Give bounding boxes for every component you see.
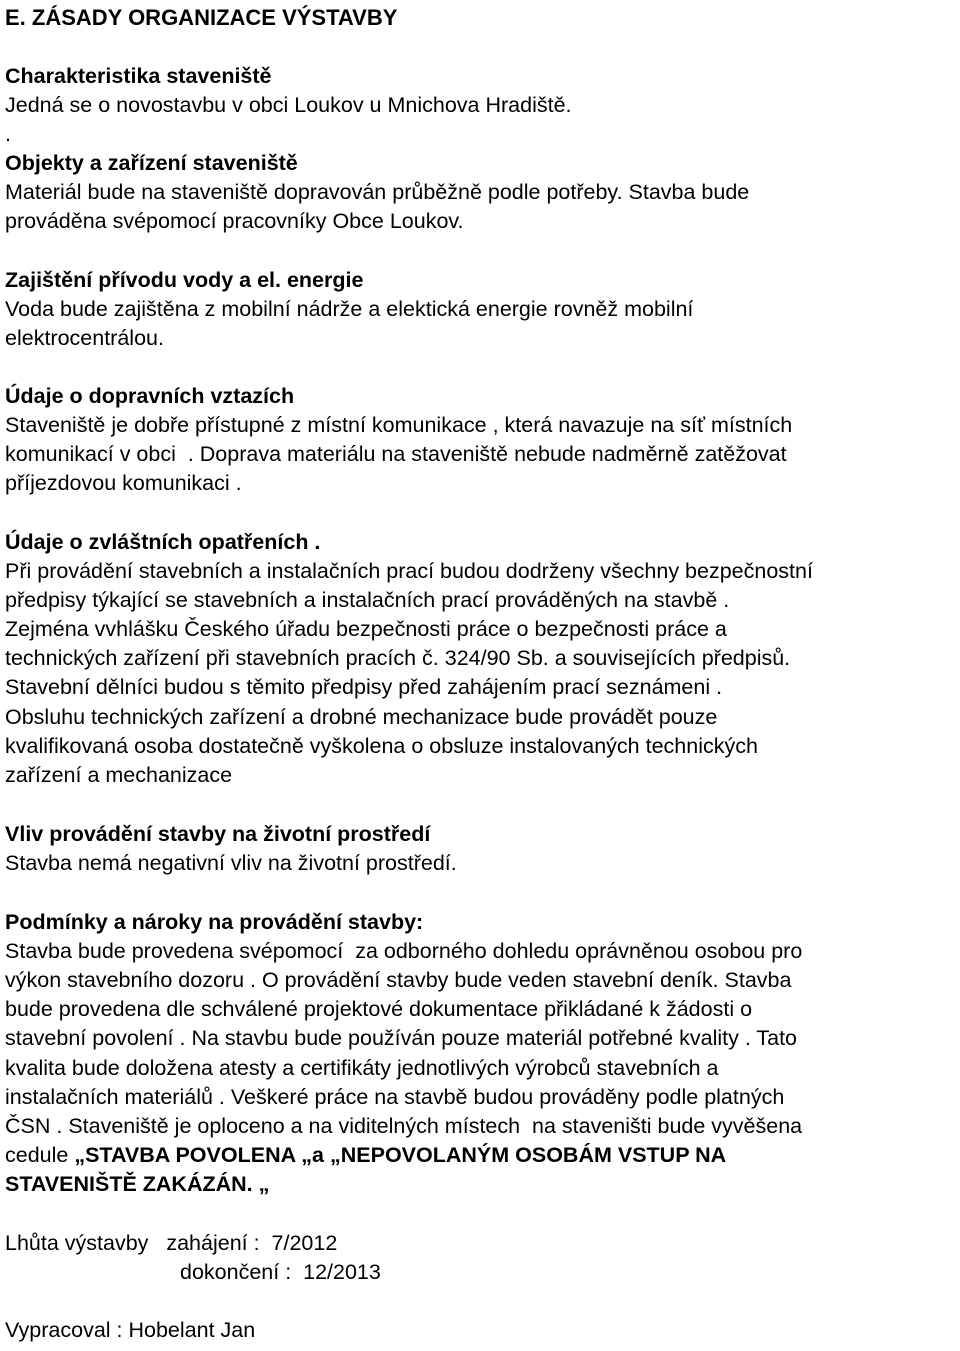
heading-environmental-impact: Vliv provádění stavby na životní prostředí [5, 822, 431, 846]
heading-construction-conditions: Podmínky a nároky na provádění stavby: [5, 910, 424, 934]
cedule-prefix: cedule [5, 1143, 75, 1167]
paragraph-line: kvalita bude doložena atesty a certifikáty jednotlivých výrobců stavebních a [5, 1056, 719, 1080]
construction-period-end: dokončení : 12/2013 [180, 1260, 381, 1284]
paragraph-line: Staveniště je dobře přístupné z místní komunikace , která navazuje na síť místních [5, 413, 793, 437]
heading-site-objects: Objekty a zařízení staveniště [5, 151, 298, 175]
paragraph-line: Zejména vvhlášku Českého úřadu bezpečnosti práce o bezpečnosti práce a [5, 617, 727, 641]
paragraph-line-cedule [5, 1141, 726, 1170]
paragraph-line: Stavba bude provedena svépomocí za odborného dohledu oprávněnou osobou pro [5, 939, 803, 963]
paragraph-line: instalačních materiálů . Veškeré práce na stavbě budou prováděny podle platných [5, 1085, 785, 1109]
heading-traffic-relations: Údaje o dopravních vztazích [5, 384, 295, 408]
paragraph-line: Jedná se o novostavbu v obci Loukov u Mnichova Hradiště. [5, 93, 572, 117]
document-title: E. ZÁSADY ORGANIZACE VÝSTAVBY [5, 5, 398, 30]
paragraph-line: příjezdovou komunikaci . [5, 471, 242, 495]
prepared-by: Vypracoval : Hobelant Jan [5, 1318, 256, 1342]
paragraph-line: Stavba nemá negativní vliv na životní prostředí. [5, 851, 457, 875]
paragraph-line: zařízení a mechanizace [5, 763, 233, 787]
paragraph-line: kvalifikovaná osoba dostatečně vyškolena o obsluze instalovaných technických [5, 734, 758, 758]
heading-site-characteristics: Charakteristika staveniště [5, 64, 272, 88]
paragraph-line: Voda bude zajištěna z mobilní nádrže a elektická energie rovněž mobilní [5, 297, 694, 321]
paragraph-line: Stavební dělníci budou s těmito předpisy před zahájením prací seznámeni . [5, 675, 723, 699]
heading-water-power-supply: Zajištění přívodu vody a el. energie [5, 268, 364, 292]
construction-period-start: Lhůta výstavby zahájení : 7/2012 [5, 1231, 338, 1255]
heading-special-measures: Údaje o zvláštních opatřeních . [5, 530, 321, 554]
paragraph-line: komunikací v obci . Doprava materiálu na staveniště nebude nadměrně zatěžovat [5, 442, 787, 466]
paragraph-line: předpisy týkající se stavebních a instalačních prací prováděných na stavbě . [5, 588, 730, 612]
paragraph-line: Materiál bude na staveniště dopravován průběžně podle potřeby. Stavba bude [5, 180, 750, 204]
paragraph-line: prováděna svépomocí pracovníky Obce Loukov. [5, 209, 464, 233]
paragraph-line: výkon stavebního dozoru . O provádění stavby bude veden stavební deník. Stavba [5, 968, 792, 992]
paragraph-line: elektrocentrálou. [5, 326, 164, 350]
paragraph-line: Obsluhu technických zařízení a drobné mechanizace bude provádět pouze [5, 705, 718, 729]
paragraph-line: stavební povolení . Na stavbu bude používán pouze materiál potřebné kvality . Tato [5, 1026, 798, 1050]
sign-text: „STAVBA POVOLENA „a „NEPOVOLANÝM OSOBÁM VSTUP NA [74, 1143, 727, 1167]
paragraph-line: technických zařízení při stavebních pracích č. 324/90 Sb. a souvisejících předpisů. [5, 646, 791, 670]
paragraph-line: Při provádění stavebních a instalačních prací budou dodrženy všechny bezpečnostní [5, 559, 813, 583]
sign-text-continued: STAVENIŠTĚ ZAKÁZÁN. „ [5, 1172, 270, 1196]
paragraph-line: ČSN . Staveniště je oploceno a na viditelných místech na staveništi bude vyvěšena [5, 1114, 803, 1138]
stray-dot: . [5, 122, 11, 146]
paragraph-line: bude provedena dle schválené projektové dokumentace přikládané k žádosti o [5, 997, 753, 1021]
